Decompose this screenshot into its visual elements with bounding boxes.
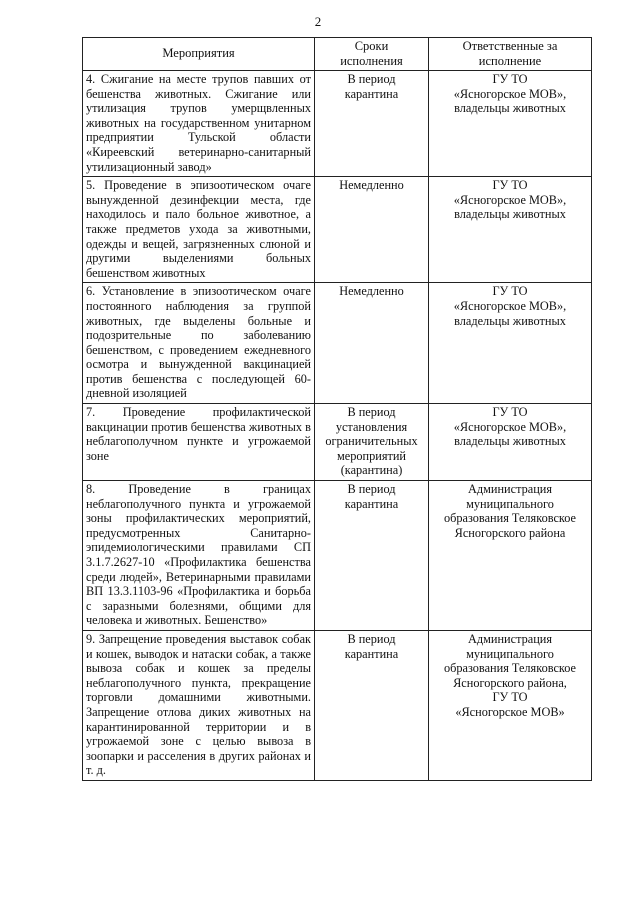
deadline-cell: В период карантина (315, 71, 429, 177)
responsible-cell: Администрация муниципального образования Теляковское Ясногорского района, ГУ ТО «Ясногорское МОВ» (429, 630, 592, 780)
header-responsible: Ответственные за исполнение (429, 38, 592, 71)
table-row (83, 481, 592, 631)
measures-table (82, 37, 592, 781)
table-row (83, 630, 592, 780)
measure-cell: 5. Проведение в эпизоотическом очаге вынужденной дезинфекции места, где находилось и пало больное животное, а также предметов ухода за животными, одежды и вещей, загрязненных слюной и другими выделениями больных бешенством животных (83, 177, 315, 283)
table-row (83, 404, 592, 481)
responsible-cell: ГУ ТО «Ясногорское МОВ», владельцы животных (429, 283, 592, 404)
deadline-cell: В период карантина (315, 481, 429, 631)
measure-cell: 7. Проведение профилактической вакцинации против бешенства животных в неблагополучном пункте и угрожаемой зоне (83, 404, 315, 481)
deadline-cell: В период карантина (315, 630, 429, 780)
deadline-cell: Немедленно (315, 283, 429, 404)
table-row (83, 283, 592, 404)
responsible-cell: ГУ ТО «Ясногорское МОВ», владельцы животных (429, 404, 592, 481)
table-header (83, 38, 592, 71)
responsible-cell: ГУ ТО «Ясногорское МОВ», владельцы животных (429, 177, 592, 283)
header-row (83, 38, 592, 71)
measure-cell: 9. Запрещение проведения выставок собак и кошек, выводок и натаски собак, а также вывоза собак и кошек за пределы неблагополучного пункта, прекращение торговли домашними животными. Запрещение отлова диких животных на карантинированной территории и в угрожаемой зоне с целью вывоза в зоопарки и расселения в других районах и т. д. (83, 630, 315, 780)
deadline-cell: Немедленно (315, 177, 429, 283)
table-row (83, 177, 592, 283)
measure-cell: 4. Сжигание на месте трупов павших от бешенства животных. Сжигание или утилизация трупов умерщвленных животных на государственном унитарном предприятии Тульской области «Киреевский ветеринарно-санитарный утилизационный завод» (83, 71, 315, 177)
page-number: 2 (314, 14, 322, 29)
table-row (83, 71, 592, 177)
measure-cell: 8. Проведение в границах неблагополучного пункта и угрожаемой зоны профилактических мероприятий, предусмотренных Санитарно-эпидемиологическими правилами СП 3.1.7.2627-10 «Профилактика бешенства среди людей», Ветеринарными правилами ВП 13.3.1103-96 «Профилактика и борьба с заразными болезнями, общими для человека и животных. Бешенство» (83, 481, 315, 631)
measure-cell: 6. Установление в эпизоотическом очаге постоянного наблюдения за группой животных, где выделены больные и подозрительные по заболеванию бешенством, с проведением ежедневного осмотра и вынужденной вакцинацией против бешенства с последующей 60-дневной изоляцией (83, 283, 315, 404)
header-measures: Мероприятия (83, 38, 315, 71)
deadline-cell: В период установления ограничительных мероприятий (карантина) (315, 404, 429, 481)
header-deadline: Сроки исполнения (315, 38, 429, 71)
responsible-cell: ГУ ТО «Ясногорское МОВ», владельцы животных (429, 71, 592, 177)
responsible-cell: Администрация муниципального образования Теляковское Ясногорского района (429, 481, 592, 631)
